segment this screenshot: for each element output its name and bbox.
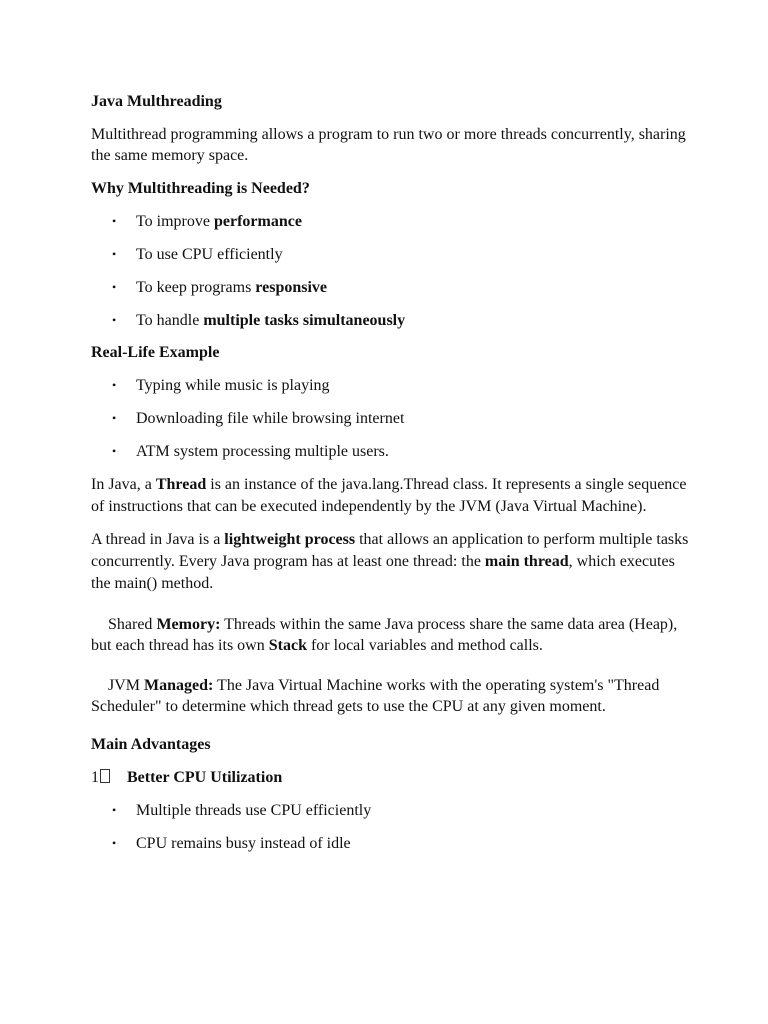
bullet-icon: •: [112, 280, 117, 294]
bullet-icon: •: [112, 247, 117, 261]
document-title: Java Multhreading: [91, 93, 222, 110]
advantages-list: [91, 800, 691, 854]
missing-glyph-icon: [100, 769, 110, 783]
bullet-icon: •: [112, 214, 117, 228]
why-list: [91, 211, 691, 331]
list-item: • Typing while music is playing: [112, 377, 330, 394]
advantages-heading: Main Advantages: [91, 736, 211, 753]
list-item: • Downloading file while browsing internet: [112, 410, 405, 427]
list-item: • To use CPU efficiently: [112, 246, 283, 263]
real-life-heading: Real-Life Example: [91, 344, 220, 361]
list-item: • Multiple threads use CPU efficiently: [112, 802, 372, 819]
list-item: • ATM system processing multiple users.: [112, 443, 389, 460]
list-item: • To improve performance: [112, 213, 302, 230]
jvm-managed-paragraph: JVM Managed: The Java Virtual Machine works with the operating system's "Thread Scheduler" to determine which thread gets to use the CPU at any given moment.: [91, 677, 660, 715]
bullet-icon: •: [112, 411, 117, 425]
bullet-icon: •: [112, 803, 117, 817]
bullet-icon: •: [112, 313, 117, 327]
list-item: • To handle multiple tasks simultaneously: [112, 312, 406, 329]
why-heading: Why Multithreading is Needed?: [91, 180, 310, 197]
thread-definition-paragraph: In Java, a Thread is an instance of the java.lang.Thread class. It represents a single sequence of instructions that can be executed independently by the JVM (Java Virtual Machine).: [91, 476, 687, 515]
bullet-icon: •: [112, 378, 117, 392]
lightweight-process-paragraph: A thread in Java is a lightweight process that allows an application to perform multiple tasks concurrently. Every Java program has at least one thread: the main thread, which executes the main() method.: [91, 531, 689, 592]
bullet-icon: •: [112, 836, 117, 850]
document-page: [91, 91, 691, 854]
advantage-item-number: 1: [91, 769, 99, 786]
shared-memory-paragraph: Shared Memory: Threads within the same Java process share the same data area (Heap), but each thread has its own Stack for local variables and method calls.: [91, 616, 678, 654]
intro-paragraph: Multithread programming allows a program to run two or more threads concurrently, sharing the same memory space.: [91, 126, 686, 164]
list-item: • CPU remains busy instead of idle: [112, 835, 351, 852]
real-life-list: [91, 375, 691, 462]
advantage-item-title: 1 Better CPU Utilization: [91, 769, 283, 786]
bullet-icon: •: [112, 444, 117, 458]
list-item: • To keep programs responsive: [112, 279, 328, 296]
